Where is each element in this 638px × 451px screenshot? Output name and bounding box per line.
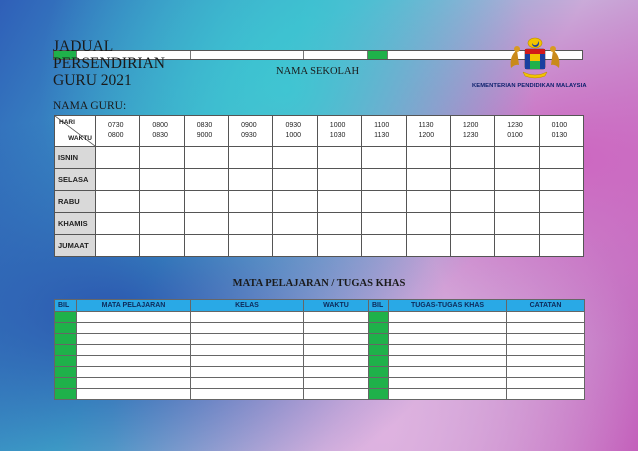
subjects-column-header: TUGAS-TUGAS KHAS xyxy=(389,300,507,312)
subjects-row xyxy=(55,356,585,367)
timetable-cell[interactable] xyxy=(184,147,228,169)
subjects-cell[interactable] xyxy=(77,389,191,400)
subjects-row xyxy=(55,323,585,334)
time-slot-start: 0900 xyxy=(241,122,257,129)
timetable-header-row xyxy=(55,116,584,147)
timetable-cell[interactable] xyxy=(229,235,273,257)
header-bar-green-mid xyxy=(368,51,388,59)
timetable-cell[interactable] xyxy=(229,213,273,235)
timetable-cell[interactable] xyxy=(229,191,273,213)
timetable-cell[interactable] xyxy=(184,169,228,191)
timetable-cell[interactable] xyxy=(140,191,184,213)
subjects-row xyxy=(55,378,585,389)
timetable-corner-cell xyxy=(55,116,96,147)
row-number-cell[interactable] xyxy=(55,356,77,367)
subjects-cell[interactable] xyxy=(507,378,585,389)
corner-label-day: HARI xyxy=(59,119,75,126)
time-slot-header xyxy=(96,116,140,147)
time-slot-end: 0830 xyxy=(152,132,168,139)
timetable-cell[interactable] xyxy=(450,169,494,191)
time-slot-end: 0800 xyxy=(108,132,124,139)
subjects-cell[interactable] xyxy=(191,312,304,323)
time-slot-header xyxy=(140,116,184,147)
row-number-cell[interactable] xyxy=(55,334,77,345)
time-slot-end: 0130 xyxy=(551,132,568,139)
row-number-cell[interactable] xyxy=(369,378,389,389)
subjects-row xyxy=(55,312,585,323)
timetable-row xyxy=(55,235,584,257)
time-slot-end: 1200 xyxy=(418,132,435,139)
timetable-cell[interactable] xyxy=(406,213,450,235)
subjects-cell[interactable] xyxy=(507,389,585,400)
day-label: JUMAAT xyxy=(55,235,96,257)
subjects-table xyxy=(54,299,585,400)
subjects-cell[interactable] xyxy=(389,345,507,356)
timetable-row xyxy=(55,213,584,235)
subjects-cell[interactable] xyxy=(304,334,369,345)
timetable-cell[interactable] xyxy=(362,147,406,169)
timetable-cell[interactable] xyxy=(96,169,140,191)
timetable-cell[interactable] xyxy=(317,213,361,235)
timetable-cell[interactable] xyxy=(362,235,406,257)
subjects-cell[interactable] xyxy=(77,345,191,356)
school-name: NAMA SEKOLAH xyxy=(276,66,360,77)
day-label: SELASA xyxy=(55,169,96,191)
time-slot-header xyxy=(406,116,450,147)
timetable-cell[interactable] xyxy=(406,191,450,213)
row-number-cell[interactable] xyxy=(369,389,389,400)
row-number-cell[interactable] xyxy=(369,367,389,378)
timetable-cell[interactable] xyxy=(317,147,361,169)
subjects-cell[interactable] xyxy=(304,378,369,389)
subjects-cell[interactable] xyxy=(191,389,304,400)
time-slot-start: 1000 xyxy=(329,122,346,129)
subjects-cell[interactable] xyxy=(77,378,191,389)
timetable-cell[interactable] xyxy=(450,147,494,169)
timetable-cell[interactable] xyxy=(96,191,140,213)
corner-label-time: WAKTU xyxy=(68,135,92,142)
subjects-cell[interactable] xyxy=(389,378,507,389)
timetable-cell[interactable] xyxy=(140,235,184,257)
timetable-row xyxy=(55,191,584,213)
time-slot-start: 1100 xyxy=(374,122,390,129)
header-bar-segment xyxy=(304,51,368,59)
subjects-cell[interactable] xyxy=(77,312,191,323)
day-label: KHAMIS xyxy=(55,213,96,235)
subjects-cell[interactable] xyxy=(191,378,304,389)
subjects-cell[interactable] xyxy=(304,312,369,323)
timetable-row xyxy=(55,169,584,191)
time-slot-header xyxy=(495,116,539,147)
timetable-cell[interactable] xyxy=(539,235,583,257)
timetable-cell[interactable] xyxy=(229,169,273,191)
subjects-cell[interactable] xyxy=(191,323,304,334)
header-bar-segment xyxy=(191,51,304,59)
timetable-cell[interactable] xyxy=(539,213,583,235)
malaysia-coat-of-arms-icon xyxy=(505,36,565,82)
timetable-cell[interactable] xyxy=(273,235,317,257)
subjects-cell[interactable] xyxy=(191,345,304,356)
time-slot-start: 0930 xyxy=(285,122,302,129)
subjects-cell[interactable] xyxy=(507,345,585,356)
time-slot-header xyxy=(362,116,406,147)
subjects-cell[interactable] xyxy=(507,367,585,378)
subjects-cell[interactable] xyxy=(304,323,369,334)
timetable-cell[interactable] xyxy=(96,147,140,169)
timetable-cell[interactable] xyxy=(406,147,450,169)
time-slot-header xyxy=(539,116,583,147)
time-slot-header xyxy=(450,116,494,147)
time-slot-start: 0800 xyxy=(152,122,168,129)
time-slot-start: 0830 xyxy=(196,122,213,129)
timetable-cell[interactable] xyxy=(450,213,494,235)
timetable-cell[interactable] xyxy=(273,191,317,213)
timetable-cell[interactable] xyxy=(273,169,317,191)
time-slot-start: 1230 xyxy=(507,122,523,129)
row-number-cell[interactable] xyxy=(369,356,389,367)
subjects-cell[interactable] xyxy=(389,389,507,400)
row-number-cell[interactable] xyxy=(369,334,389,345)
timetable-cell[interactable] xyxy=(539,169,583,191)
timetable-cell[interactable] xyxy=(539,147,583,169)
time-slot-header xyxy=(317,116,361,147)
subjects-cell[interactable] xyxy=(389,334,507,345)
timetable-cell[interactable] xyxy=(406,169,450,191)
ministry-name: KEMENTERIAN PENDIDIKAN MALAYSIA xyxy=(472,83,587,89)
subjects-cell[interactable] xyxy=(507,323,585,334)
subjects-title: MATA PELAJARAN / TUGAS KHAS xyxy=(232,278,406,289)
timetable-cell[interactable] xyxy=(140,147,184,169)
subjects-cell[interactable] xyxy=(304,356,369,367)
timetable-cell[interactable] xyxy=(495,213,539,235)
page-title: JADUAL PERSENDIRIAN GURU 2021 xyxy=(53,38,165,89)
subjects-column-header: WAKTU xyxy=(304,300,369,312)
time-slot-start: 0730 xyxy=(108,122,124,129)
subjects-row xyxy=(55,367,585,378)
time-slot-header xyxy=(229,116,273,147)
timetable-cell[interactable] xyxy=(184,191,228,213)
timetable xyxy=(54,115,584,257)
time-slot-end: 1030 xyxy=(329,132,346,139)
time-slot-end: 0100 xyxy=(507,132,523,139)
timetable-cell[interactable] xyxy=(362,191,406,213)
subjects-column-header: BIL xyxy=(369,300,389,312)
timetable-cell[interactable] xyxy=(495,191,539,213)
time-slot-end: 0930 xyxy=(241,132,257,139)
subjects-cell[interactable] xyxy=(77,323,191,334)
timetable-cell[interactable] xyxy=(495,147,539,169)
subjects-header-row xyxy=(55,300,585,312)
time-slot-header xyxy=(184,116,228,147)
subjects-column-header: BIL xyxy=(55,300,77,312)
subjects-cell[interactable] xyxy=(191,334,304,345)
row-number-cell[interactable] xyxy=(55,367,77,378)
timetable-cell[interactable] xyxy=(184,235,228,257)
subjects-column-header: KELAS xyxy=(191,300,304,312)
time-slot-start: 0100 xyxy=(551,122,568,129)
timetable-cell[interactable] xyxy=(362,213,406,235)
subjects-cell[interactable] xyxy=(389,356,507,367)
row-number-cell[interactable] xyxy=(369,323,389,334)
timetable-cell[interactable] xyxy=(96,235,140,257)
subjects-cell[interactable] xyxy=(77,356,191,367)
time-slot-end: 1230 xyxy=(462,132,479,139)
timetable-cell[interactable] xyxy=(317,169,361,191)
row-number-cell[interactable] xyxy=(55,312,77,323)
timetable-cell[interactable] xyxy=(495,169,539,191)
subjects-cell[interactable] xyxy=(389,367,507,378)
day-label: RABU xyxy=(55,191,96,213)
subjects-cell[interactable] xyxy=(77,367,191,378)
teacher-name-label: NAMA GURU: xyxy=(53,100,127,112)
subjects-row xyxy=(55,334,585,345)
timetable-cell[interactable] xyxy=(450,235,494,257)
subjects-cell[interactable] xyxy=(389,312,507,323)
timetable-cell[interactable] xyxy=(273,213,317,235)
time-slot-start: 1200 xyxy=(462,122,479,129)
timetable-cell[interactable] xyxy=(317,235,361,257)
timetable-cell[interactable] xyxy=(140,213,184,235)
row-number-cell[interactable] xyxy=(55,378,77,389)
timetable-cell[interactable] xyxy=(539,191,583,213)
timetable-cell[interactable] xyxy=(495,235,539,257)
subjects-cell[interactable] xyxy=(507,334,585,345)
timetable-cell[interactable] xyxy=(362,169,406,191)
time-slot-end: 1000 xyxy=(285,132,302,139)
subjects-cell[interactable] xyxy=(304,367,369,378)
subjects-row xyxy=(55,345,585,356)
timetable-cell[interactable] xyxy=(317,191,361,213)
subjects-row xyxy=(55,389,585,400)
time-slot-start: 1130 xyxy=(418,122,434,129)
subjects-cell[interactable] xyxy=(507,312,585,323)
subjects-column-header: CATATAN xyxy=(507,300,585,312)
time-slot-end: 9000 xyxy=(196,132,213,139)
subjects-cell[interactable] xyxy=(389,323,507,334)
subjects-cell[interactable] xyxy=(507,356,585,367)
timetable-cell[interactable] xyxy=(273,147,317,169)
timetable-cell[interactable] xyxy=(184,213,228,235)
time-slot-end: 1130 xyxy=(374,132,390,139)
timetable-cell[interactable] xyxy=(406,235,450,257)
row-number-cell[interactable] xyxy=(55,323,77,334)
row-number-cell[interactable] xyxy=(369,312,389,323)
timetable-cell[interactable] xyxy=(450,191,494,213)
timetable-cell[interactable] xyxy=(229,147,273,169)
timetable-row xyxy=(55,147,584,169)
day-label: ISNIN xyxy=(55,147,96,169)
subjects-cell[interactable] xyxy=(191,356,304,367)
time-slot-header xyxy=(273,116,317,147)
subjects-cell[interactable] xyxy=(191,367,304,378)
row-number-cell[interactable] xyxy=(55,389,77,400)
timetable-cell[interactable] xyxy=(140,169,184,191)
subjects-cell[interactable] xyxy=(304,345,369,356)
row-number-cell[interactable] xyxy=(369,345,389,356)
row-number-cell[interactable] xyxy=(55,345,77,356)
subjects-cell[interactable] xyxy=(77,334,191,345)
timetable-cell[interactable] xyxy=(96,213,140,235)
subjects-column-header: MATA PELAJARAN xyxy=(77,300,191,312)
subjects-cell[interactable] xyxy=(304,389,369,400)
